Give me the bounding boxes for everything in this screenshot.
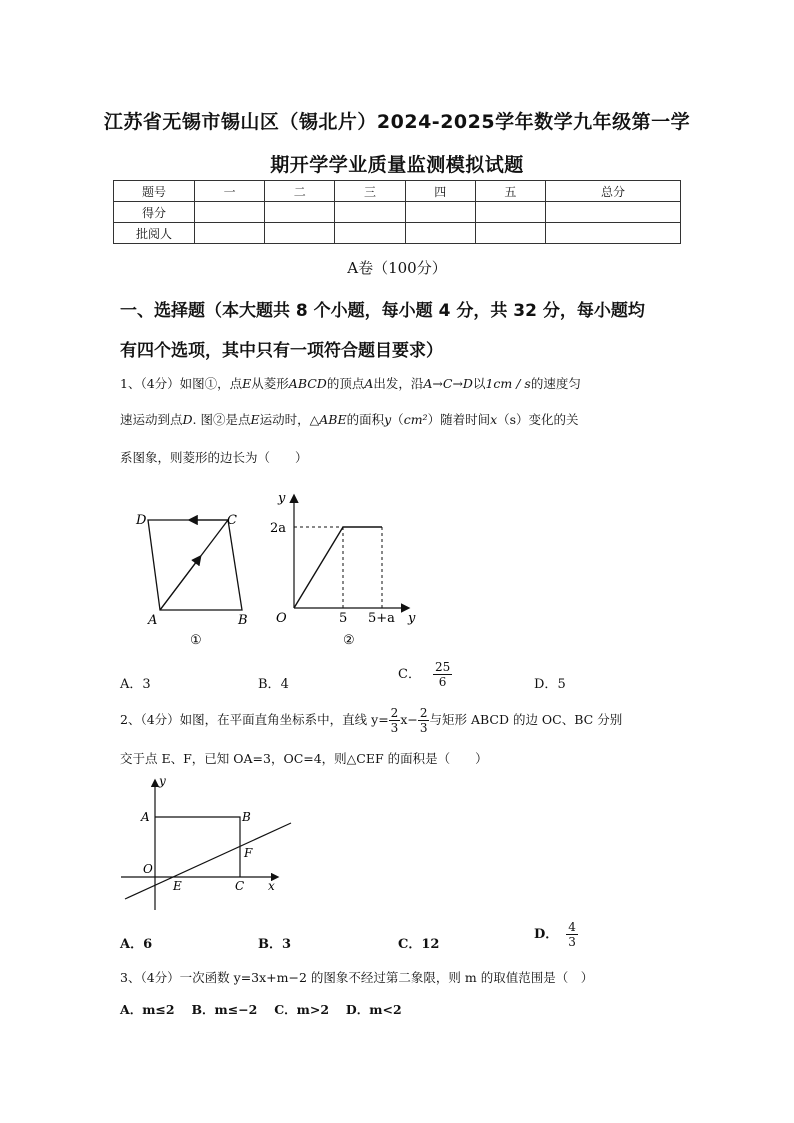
- q2-label-x: x: [268, 879, 275, 893]
- label-a: A: [148, 613, 158, 628]
- q2-label-c: C: [235, 879, 245, 893]
- fraction-numerator: 2: [390, 706, 399, 720]
- q1-number: 1、（4分）如图①，点: [120, 376, 243, 391]
- q2-label-f: F: [244, 846, 253, 860]
- score-header-cell: 总分: [546, 181, 681, 202]
- option-label: D．: [534, 677, 558, 692]
- q1-path: A→C→D: [423, 376, 473, 391]
- q2-text: 2、（4分）如图，在平面直角坐标系中，直线 y=: [120, 712, 389, 727]
- doc-title-line1: 江苏省无锡市锡山区（锡北片）2024-2025学年数学九年级第一学: [103, 111, 691, 133]
- score-header-cell: 二: [265, 181, 335, 202]
- option-value: 12: [421, 937, 440, 952]
- graph-label-5: 5: [339, 611, 348, 626]
- option-label: B．: [258, 937, 282, 952]
- score-header-cell: 一: [195, 181, 265, 202]
- q1-option-c: [398, 660, 452, 689]
- option-fraction: [433, 660, 452, 689]
- q1-triangle: △ABE: [309, 412, 347, 427]
- graph-label-2a: 2a: [270, 521, 287, 536]
- doc-title-line2: 期开学学业质量监测模拟试题: [270, 154, 524, 176]
- q2-text: 与矩形 ABCD 的边 OC、BC 分别: [429, 712, 623, 727]
- score-cell: [405, 223, 475, 244]
- graph-label-x-axis: y: [408, 611, 416, 626]
- q2-label-y: y: [159, 775, 166, 788]
- q1-text: ）随着时间: [427, 412, 491, 427]
- q1-option-d: [534, 673, 566, 692]
- option-value: 5: [557, 677, 566, 692]
- q1-speed: 1cm / s: [485, 376, 531, 391]
- graph-label-o: O: [276, 611, 287, 626]
- option-fraction: [566, 920, 578, 949]
- paper-label: A卷（100分）: [347, 259, 447, 277]
- line-ef: [125, 823, 291, 899]
- q1-text: （: [391, 412, 404, 427]
- graph-rising-segment: [294, 527, 343, 608]
- fraction-denominator: 6: [438, 675, 447, 689]
- q1-text: 的顶点: [326, 376, 365, 391]
- option-label: B．: [258, 677, 281, 692]
- q2-option-d: [534, 920, 578, 949]
- q1-point-e: E: [250, 412, 260, 427]
- graph-label-y: y: [278, 491, 286, 506]
- q2-figure: [115, 775, 300, 915]
- figure-caption-1: ①: [190, 633, 202, 648]
- q1-figure-rhombus: [130, 508, 260, 648]
- option-label: A．: [120, 677, 143, 692]
- q1-unit-cm2: cm²: [403, 412, 428, 427]
- option-label: A．: [120, 937, 144, 952]
- option-value: 3: [282, 937, 292, 952]
- score-table-row: [114, 202, 681, 223]
- label-b: B: [238, 613, 248, 628]
- q1-rhombus: ABCD: [288, 376, 327, 391]
- graph-label-5-plus-a: 5+a: [368, 611, 395, 626]
- section-heading-line1: 一、选择题（本大题共 8 个小题，每小题 4 分，共 32 分，每小题均: [120, 301, 645, 321]
- q1-text: 出发，沿: [373, 376, 424, 391]
- score-cell: [546, 202, 681, 223]
- q2-label-a: A: [141, 810, 150, 824]
- q1-text: . 图②是点: [192, 412, 251, 427]
- score-cell: [195, 223, 265, 244]
- score-row-label: 批阅人: [114, 223, 195, 244]
- q2-line2: 交于点 E、F，已知 OA=3，OC=4，则△CEF 的面积是（ ）: [120, 751, 488, 766]
- score-table-header-row: [114, 181, 681, 202]
- option-label: C．: [398, 667, 421, 682]
- fraction-numerator: 2: [419, 706, 428, 720]
- q1-point-e: E: [242, 376, 252, 391]
- arrow-a-to-c: [160, 557, 200, 610]
- score-cell: [195, 202, 265, 223]
- fraction-numerator: 25: [434, 660, 451, 674]
- q1-option-b: [258, 673, 289, 692]
- q3-text: 3、（4分）一次函数 y=3x+m−2 的图象不经过第二象限，则 m 的取值范围是（ ）: [120, 970, 594, 985]
- rectangle-oabc: [155, 817, 240, 877]
- q1-text: 以: [472, 376, 486, 391]
- score-header-cell: 五: [475, 181, 545, 202]
- score-row-label: 得分: [114, 202, 195, 223]
- score-header-cell: 四: [405, 181, 475, 202]
- q2-text: x−: [400, 712, 418, 727]
- option-label: C．: [398, 937, 422, 952]
- q3-options: A．m≤2 B．m≤−2 C．m>2 D．m<2: [120, 1002, 402, 1017]
- score-cell: [475, 223, 545, 244]
- fraction-denominator: 3: [419, 721, 428, 735]
- q2-option-b: [258, 933, 291, 952]
- q2-label-o: O: [143, 862, 153, 876]
- score-cell: [546, 223, 681, 244]
- score-cell: [475, 202, 545, 223]
- q1-text: 的速度匀: [530, 376, 581, 391]
- q2-fraction-2: [418, 706, 430, 735]
- q2-option-c: [398, 933, 439, 952]
- q1-figure-graph: [268, 488, 428, 648]
- q1-text: 速运动到点: [120, 412, 183, 427]
- option-label: D．: [534, 927, 559, 942]
- q1-line3: 系图象，则菱形的边长为（ ）: [120, 450, 308, 465]
- score-cell: [265, 223, 335, 244]
- q1-text: （s）变化的关: [497, 412, 579, 427]
- figure-caption-2: ②: [343, 633, 355, 648]
- q1-text: 运动时，: [259, 412, 310, 427]
- q2-line1: [120, 706, 680, 735]
- q1-var-y: y: [384, 412, 392, 427]
- fraction-numerator: 4: [568, 920, 576, 934]
- rhombus-shape: [148, 520, 242, 610]
- q1-point-d: D: [182, 412, 193, 427]
- fraction-denominator: 3: [390, 721, 399, 735]
- q2-fraction-1: [389, 706, 401, 735]
- q1-line2: [120, 410, 680, 430]
- score-header-cell: 三: [335, 181, 405, 202]
- score-table-row: [114, 223, 681, 244]
- option-value: 3: [142, 677, 151, 692]
- score-cell: [335, 223, 405, 244]
- option-value: 4: [280, 677, 289, 692]
- q2-label-b: B: [242, 810, 251, 824]
- q2-label-e: E: [173, 879, 182, 893]
- fraction-denominator: 3: [568, 935, 576, 949]
- q1-option-a: [120, 673, 151, 692]
- score-cell: [405, 202, 475, 223]
- q1-var-x: x: [490, 412, 498, 427]
- q1-text: 的面积: [346, 412, 385, 427]
- q1-text: 从菱形: [251, 376, 289, 391]
- q2-option-a: [120, 933, 152, 952]
- score-table: [113, 180, 681, 244]
- score-cell: [335, 202, 405, 223]
- section-heading-line2: 有四个选项，其中只有一项符合题目要求）: [120, 341, 443, 361]
- score-cell: [265, 202, 335, 223]
- option-value: 6: [143, 937, 153, 952]
- score-header-cell: 题号: [114, 181, 195, 202]
- label-d: D: [136, 513, 147, 528]
- q1-point-a: A: [364, 376, 374, 391]
- q1-line1: [120, 374, 680, 394]
- label-c: C: [227, 513, 237, 528]
